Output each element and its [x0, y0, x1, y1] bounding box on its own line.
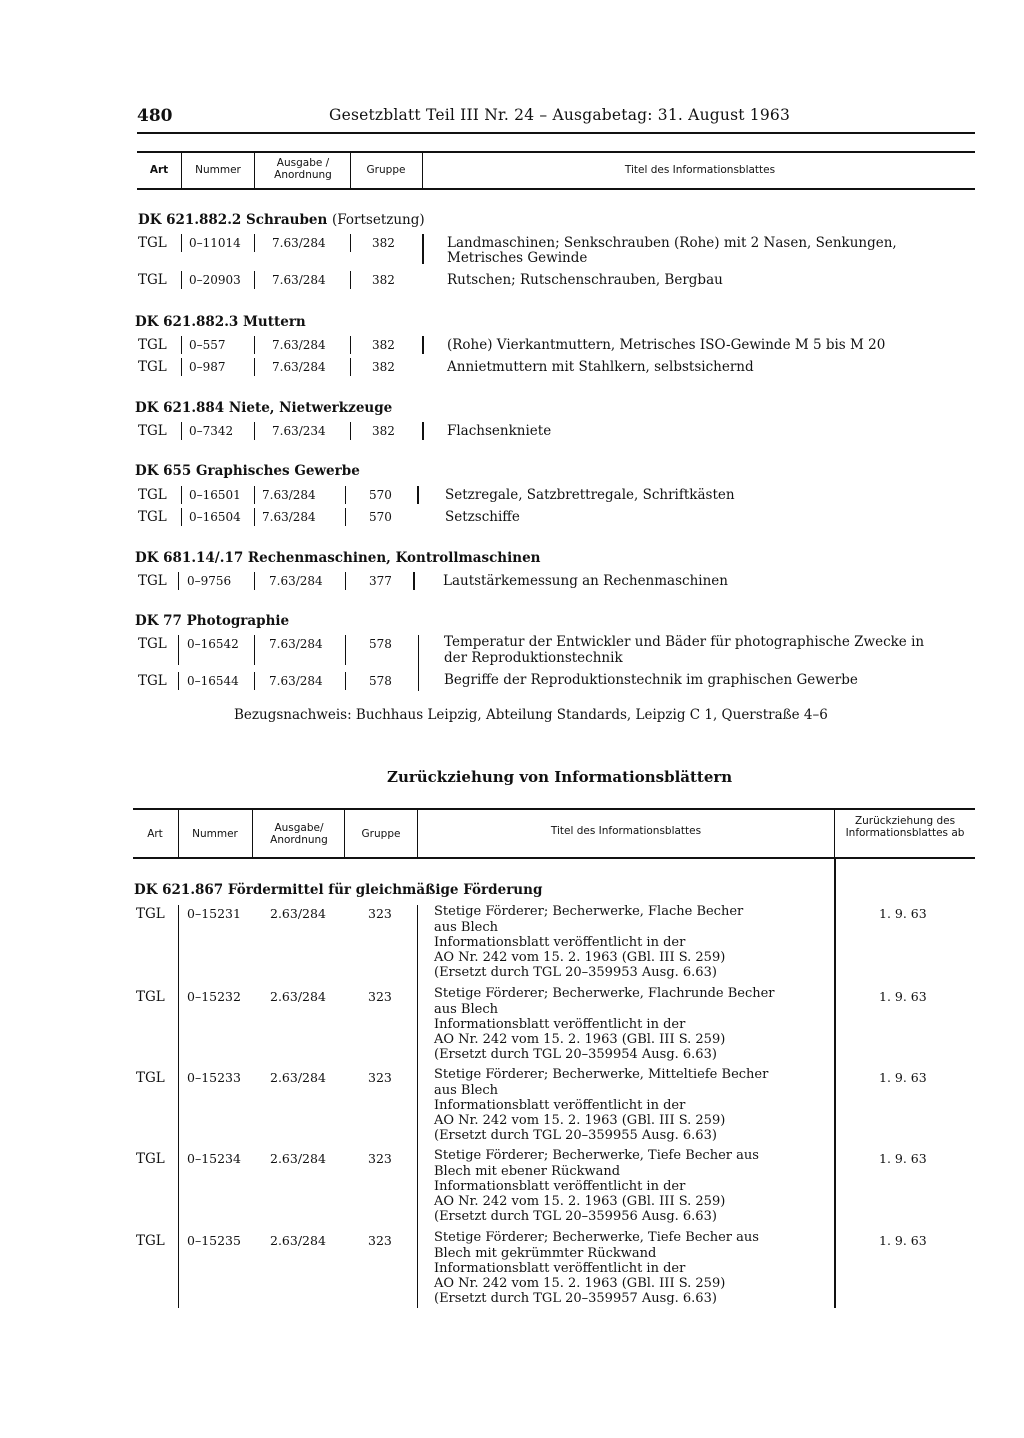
- section-heading: DK 621.884 Niete, Nietwerkzeuge: [135, 400, 393, 416]
- row-title-line: Stetige Förderer; Becherwerke, Tiefe Becher aus: [434, 1148, 759, 1163]
- row-gruppe: 570: [369, 510, 392, 524]
- row-title-line: AO Nr. 242 vom 15. 2. 1963 (GBl. III S. 259): [434, 1032, 726, 1047]
- header-rule: [137, 132, 975, 134]
- row-divider: [413, 572, 415, 590]
- row-gruppe: 570: [369, 488, 392, 502]
- row-ausgabe: 2.63/284: [270, 906, 326, 921]
- row-art: TGL: [138, 487, 167, 503]
- row-divider: [254, 486, 255, 504]
- row-divider: [422, 422, 424, 440]
- row-divider: [254, 336, 255, 354]
- row-title-line: Informationsblatt veröffentlicht in der: [434, 935, 686, 950]
- row-title-line: Flachsenkniete: [447, 423, 552, 439]
- row-title-line: Blech mit ebener Rückwand: [434, 1164, 621, 1179]
- row-title-line: Stetige Förderer; Becherwerke, Flachrunde Becher: [434, 986, 775, 1001]
- row-art: TGL: [136, 1070, 165, 1086]
- row-withdrawal-date: 1. 9. 63: [879, 1151, 927, 1166]
- row-divider: [254, 635, 255, 665]
- row-nummer: 0–557: [189, 338, 226, 352]
- row-art: TGL: [136, 906, 165, 922]
- running-head: Gesetzblatt Teil III Nr. 24 – Ausgabetag: 31. August 1963: [329, 106, 791, 124]
- row-nummer: 0–15234: [187, 1151, 241, 1166]
- row-divider: [178, 572, 179, 590]
- row-divider: [181, 508, 182, 526]
- table1-header-divider: [422, 153, 423, 188]
- row-withdrawal-date: 1. 9. 63: [879, 1233, 927, 1248]
- row-art: TGL: [138, 509, 167, 525]
- row-title-line: Blech mit gekrümmter Rückwand: [434, 1246, 657, 1261]
- section-heading: DK 77 Photographie: [135, 613, 290, 629]
- row-gruppe: 382: [372, 338, 395, 352]
- row-divider: [254, 422, 255, 440]
- section-heading: DK 655 Graphisches Gewerbe: [135, 463, 360, 479]
- row-title-line: Informationsblatt veröffentlicht in der: [434, 1179, 686, 1194]
- table2-header-divider: [417, 810, 418, 857]
- row-nummer: 0–987: [189, 360, 226, 374]
- row-title-line: Stetige Förderer; Becherwerke, Tiefe Becher aus: [434, 1230, 759, 1245]
- table2-column-divider: [417, 905, 418, 1308]
- source-note: Bezugsnachweis: Buchhaus Leipzig, Abteilung Standards, Leipzig C 1, Querstraße 4–6: [234, 707, 828, 723]
- row-ausgabe: 2.63/284: [270, 1151, 326, 1166]
- section-title: Zurückziehung von Informationsblättern: [387, 768, 733, 786]
- row-title-line: aus Blech: [434, 1002, 498, 1017]
- row-gruppe: 323: [368, 1070, 392, 1085]
- table1-header-top-rule: [137, 151, 975, 153]
- row-title-line: AO Nr. 242 vom 15. 2. 1963 (GBl. III S. 259): [434, 1113, 726, 1128]
- row-divider: [181, 271, 182, 289]
- row-nummer: 0–11014: [189, 236, 241, 250]
- row-art: TGL: [136, 989, 165, 1005]
- row-ausgabe: 7.63/284: [262, 488, 316, 502]
- row-title-line: (Ersetzt durch TGL 20–359953 Ausg. 6.63): [434, 965, 717, 980]
- section-heading: DK 621.867 Fördermittel für gleichmäßige Förderung: [134, 882, 543, 898]
- row-title-line: der Reproduktionstechnik: [444, 650, 623, 666]
- col-header-zurueckziehung: Zurückziehung des Informationsblattes ab: [845, 815, 965, 839]
- row-title-line: (Ersetzt durch TGL 20–359955 Ausg. 6.63): [434, 1128, 717, 1143]
- row-ausgabe: 7.63/284: [272, 273, 326, 287]
- row-ausgabe: 7.63/284: [269, 674, 323, 688]
- row-nummer: 0–15231: [187, 906, 241, 921]
- row-divider: [350, 336, 351, 354]
- row-title-line: (Ersetzt durch TGL 20–359954 Ausg. 6.63): [434, 1047, 717, 1062]
- row-nummer: 0–9756: [187, 574, 232, 588]
- row-withdrawal-date: 1. 9. 63: [879, 989, 927, 1004]
- row-nummer: 0–15233: [187, 1070, 241, 1085]
- row-divider: [254, 572, 255, 590]
- row-divider: [181, 234, 182, 252]
- row-nummer: 0–15235: [187, 1233, 241, 1248]
- row-divider: [350, 358, 351, 376]
- row-title-line: Landmaschinen; Senkschrauben (Rohe) mit 2 Nasen, Senkungen,: [447, 235, 897, 251]
- row-title-line: (Ersetzt durch TGL 20–359956 Ausg. 6.63): [434, 1209, 717, 1224]
- row-art: TGL: [136, 1151, 165, 1167]
- row-title-line: AO Nr. 242 vom 15. 2. 1963 (GBl. III S. 259): [434, 1194, 726, 1209]
- row-ausgabe: 7.63/284: [262, 510, 316, 524]
- row-gruppe: 382: [372, 360, 395, 374]
- row-divider: [345, 635, 346, 665]
- row-gruppe: 382: [372, 273, 395, 287]
- row-art: TGL: [136, 1233, 165, 1249]
- row-divider: [181, 486, 182, 504]
- table1-header-bottom-rule: [137, 188, 975, 190]
- row-divider: [181, 358, 182, 376]
- col-header-ausgabe: Ausgabe/ Anordnung: [270, 822, 328, 846]
- col-header-nummer: Nummer: [192, 828, 238, 840]
- row-gruppe: 323: [368, 989, 392, 1004]
- row-gruppe: 578: [369, 674, 392, 688]
- row-title-line: Temperatur der Entwickler und Bäder für photographische Zwecke in: [444, 634, 925, 650]
- row-ausgabe: 2.63/284: [270, 1233, 326, 1248]
- table1-header-divider: [350, 153, 351, 188]
- row-ausgabe: 7.63/284: [269, 574, 323, 588]
- row-divider: [350, 234, 351, 252]
- row-title-line: Stetige Förderer; Becherwerke, Mitteltiefe Becher: [434, 1067, 769, 1082]
- section-heading: DK 621.882.3 Muttern: [135, 314, 306, 330]
- row-gruppe: 323: [368, 1233, 392, 1248]
- row-ausgabe: 7.63/284: [272, 360, 326, 374]
- row-divider: [350, 271, 351, 289]
- row-divider: [181, 422, 182, 440]
- row-divider: [345, 672, 346, 690]
- row-nummer: 0–20903: [189, 273, 241, 287]
- row-title-line: AO Nr. 242 vom 15. 2. 1963 (GBl. III S. 259): [434, 950, 726, 965]
- table1-header-divider: [181, 153, 182, 188]
- row-nummer: 0–16544: [187, 674, 239, 688]
- section-heading: DK 621.882.2 Schrauben (Fortsetzung): [138, 212, 425, 228]
- row-title-line: aus Blech: [434, 1083, 498, 1098]
- row-divider: [422, 234, 424, 264]
- row-divider: [254, 234, 255, 252]
- row-ausgabe: 7.63/284: [272, 338, 326, 352]
- page-number: 480: [137, 106, 173, 126]
- row-withdrawal-date: 1. 9. 63: [879, 1070, 927, 1085]
- col-header-ausgabe: Ausgabe / Anordnung: [274, 157, 332, 181]
- table2-header-divider: [178, 810, 179, 857]
- table1-header-divider: [254, 153, 255, 188]
- row-title-line: Informationsblatt veröffentlicht in der: [434, 1017, 686, 1032]
- col-header-gruppe: Gruppe: [366, 164, 406, 176]
- row-title-line: Rutschen; Rutschenschrauben, Bergbau: [447, 272, 723, 288]
- row-title-line: aus Blech: [434, 920, 498, 935]
- col-header-titel: Titel des Informationsblattes: [624, 164, 776, 176]
- row-gruppe: 377: [369, 574, 392, 588]
- row-art: TGL: [138, 423, 167, 439]
- row-divider: [254, 508, 255, 526]
- row-title-line: AO Nr. 242 vom 15. 2. 1963 (GBl. III S. 259): [434, 1276, 726, 1291]
- row-title-line: Stetige Förderer; Becherwerke, Flache Becher: [434, 904, 744, 919]
- table2-column-divider: [178, 905, 179, 1308]
- col-header-nummer: Nummer: [195, 164, 241, 176]
- row-gruppe: 323: [368, 906, 392, 921]
- row-divider: [422, 336, 424, 354]
- row-gruppe: 323: [368, 1151, 392, 1166]
- row-art: TGL: [138, 673, 167, 689]
- row-divider: [345, 486, 346, 504]
- row-title-line: Begriffe der Reproduktionstechnik im graphischen Gewerbe: [444, 672, 858, 688]
- row-ausgabe: 2.63/284: [270, 1070, 326, 1085]
- row-nummer: 0–16542: [187, 637, 239, 651]
- row-title-line: Informationsblatt veröffentlicht in der: [434, 1261, 686, 1276]
- row-ausgabe: 7.63/284: [269, 637, 323, 651]
- row-divider: [345, 572, 346, 590]
- col-header-art: Art: [147, 828, 163, 840]
- row-divider: [254, 358, 255, 376]
- table2-column-divider: [834, 859, 836, 1308]
- row-art: TGL: [138, 636, 167, 652]
- col-header-gruppe: Gruppe: [361, 828, 401, 840]
- row-divider: [254, 672, 255, 690]
- row-title-line: Setzregale, Satzbrettregale, Schriftkästen: [445, 487, 735, 503]
- row-ausgabe: 7.63/234: [272, 424, 326, 438]
- row-divider: [178, 635, 179, 665]
- row-divider: [350, 422, 351, 440]
- row-divider: [417, 486, 419, 504]
- table2-header-divider: [252, 810, 253, 857]
- row-art: TGL: [138, 573, 167, 589]
- row-divider: [181, 336, 182, 354]
- table2-header-bottom-rule: [133, 857, 975, 859]
- row-title-line: (Ersetzt durch TGL 20–359957 Ausg. 6.63): [434, 1291, 717, 1306]
- table2-header-divider: [834, 810, 835, 857]
- row-title-line: Setzschiffe: [445, 509, 520, 525]
- row-art: TGL: [138, 337, 167, 353]
- section-heading: DK 681.14/.17 Rechenmaschinen, Kontrollmaschinen: [135, 550, 541, 566]
- row-divider: [418, 635, 419, 691]
- row-art: TGL: [138, 359, 167, 375]
- row-withdrawal-date: 1. 9. 63: [879, 906, 927, 921]
- row-gruppe: 382: [372, 236, 395, 250]
- row-divider: [345, 508, 346, 526]
- row-title-line: Metrisches Gewinde: [447, 250, 588, 266]
- col-header-titel: Titel des Informationsblattes: [550, 825, 702, 837]
- row-gruppe: 578: [369, 637, 392, 651]
- row-title-line: Informationsblatt veröffentlicht in der: [434, 1098, 686, 1113]
- row-nummer: 0–16504: [189, 510, 241, 524]
- row-gruppe: 382: [372, 424, 395, 438]
- row-title-line: (Rohe) Vierkantmuttern, Metrisches ISO-Gewinde M 5 bis M 20: [447, 337, 886, 353]
- row-title-line: Annietmuttern mit Stahlkern, selbstsichernd: [447, 359, 754, 375]
- row-nummer: 0–16501: [189, 488, 241, 502]
- row-ausgabe: 7.63/284: [272, 236, 326, 250]
- row-nummer: 0–15232: [187, 989, 241, 1004]
- row-ausgabe: 2.63/284: [270, 989, 326, 1004]
- row-nummer: 0–7342: [189, 424, 234, 438]
- row-divider: [178, 672, 179, 690]
- table2-header-divider: [344, 810, 345, 857]
- row-art: TGL: [138, 272, 167, 288]
- col-header-art: Art: [149, 164, 169, 176]
- row-art: TGL: [138, 235, 167, 251]
- row-title-line: Lautstärkemessung an Rechenmaschinen: [443, 573, 728, 589]
- table2-header-top-rule: [133, 808, 975, 810]
- row-divider: [254, 271, 255, 289]
